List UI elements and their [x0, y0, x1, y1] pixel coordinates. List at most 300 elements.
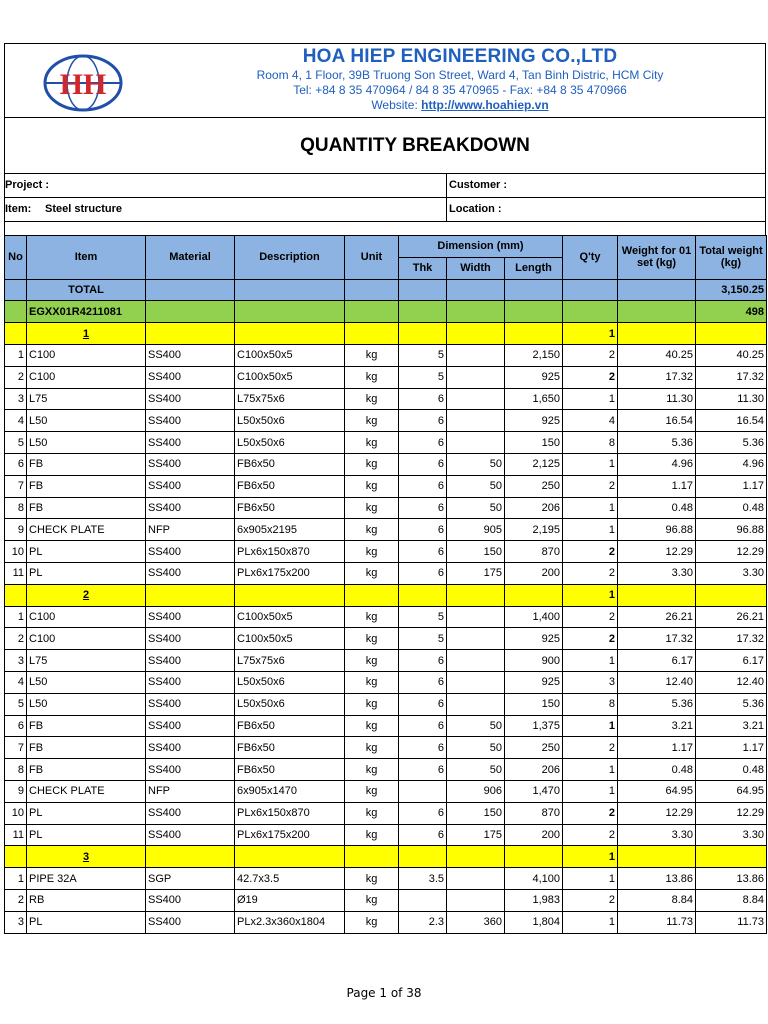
- cell-description: FB6x50: [235, 759, 345, 781]
- group-qty: 1: [563, 846, 618, 868]
- cell-no: 5: [5, 432, 27, 454]
- group-label: 1: [27, 323, 146, 345]
- cell-no: 10: [5, 541, 27, 563]
- cell-material: SS400: [146, 737, 235, 759]
- group-qty: 1: [563, 584, 618, 606]
- cell-item: PIPE 32A: [27, 868, 146, 890]
- website-link[interactable]: http://www.hoahiep.vn: [421, 98, 549, 112]
- cell-item: L50: [27, 693, 146, 715]
- cell-thk: 5: [399, 366, 447, 388]
- cell-total-weight: 3.21: [696, 715, 767, 737]
- cell-thk: 5: [399, 344, 447, 366]
- spacer-row: [4, 221, 766, 235]
- cell-width: 150: [447, 541, 505, 563]
- cell-material: SS400: [146, 606, 235, 628]
- cell-qty: 2: [563, 628, 618, 650]
- table-row: [5, 759, 767, 781]
- cell-weight-set: 6.17: [618, 650, 696, 672]
- cell-no: 3: [5, 388, 27, 410]
- cell-thk: 6: [399, 562, 447, 584]
- cell-material: SS400: [146, 388, 235, 410]
- cell-item: L75: [27, 650, 146, 672]
- header-total-weight: Total weight (kg): [696, 236, 767, 280]
- cell-length: 925: [505, 628, 563, 650]
- header-qty: Q'ty: [563, 236, 618, 280]
- cell-length: 925: [505, 366, 563, 388]
- cell-unit: kg: [345, 889, 399, 911]
- cell-description: C100x50x5: [235, 344, 345, 366]
- cell-thk: 6: [399, 824, 447, 846]
- cell-unit: kg: [345, 671, 399, 693]
- cell-description: C100x50x5: [235, 606, 345, 628]
- cell-no: 11: [5, 562, 27, 584]
- cell-material: NFP: [146, 780, 235, 802]
- cell-description: FB6x50: [235, 453, 345, 475]
- quantity-table: [4, 235, 767, 934]
- cell-unit: kg: [345, 780, 399, 802]
- cell-unit: kg: [345, 497, 399, 519]
- cell-description: Ø19: [235, 889, 345, 911]
- cell-unit: kg: [345, 628, 399, 650]
- cell-width: [447, 693, 505, 715]
- table-row: [5, 889, 767, 911]
- cell-qty: 1: [563, 497, 618, 519]
- cell-material: SS400: [146, 693, 235, 715]
- cell-unit: kg: [345, 737, 399, 759]
- cell-qty: 2: [563, 802, 618, 824]
- cell-description: 42.7x3.5: [235, 868, 345, 890]
- cell-weight-set: 40.25: [618, 344, 696, 366]
- cell-total-weight: 1.17: [696, 737, 767, 759]
- cell-weight-set: 26.21: [618, 606, 696, 628]
- company-name: HOA HIEP ENGINEERING CO.,LTD: [302, 46, 618, 67]
- total-value: 3,150.25: [696, 279, 767, 301]
- cell-length: 1,650: [505, 388, 563, 410]
- cell-item: L50: [27, 671, 146, 693]
- code-row: [5, 301, 767, 323]
- cell-qty: 1: [563, 650, 618, 672]
- cell-width: 175: [447, 824, 505, 846]
- cell-description: C100x50x5: [235, 366, 345, 388]
- cell-material: SS400: [146, 715, 235, 737]
- cell-length: 150: [505, 693, 563, 715]
- cell-thk: 6: [399, 802, 447, 824]
- cell-no: 3: [5, 650, 27, 672]
- page-footer: Page 1 of 38: [346, 986, 422, 1000]
- company-phone-fax: Tel: +84 8 35 470964 / 84 8 35 470965 - Fax: +84 8 35 470966: [293, 83, 627, 97]
- cell-qty: 2: [563, 562, 618, 584]
- table-row: [5, 541, 767, 563]
- cell-qty: 2: [563, 541, 618, 563]
- cell-material: SS400: [146, 671, 235, 693]
- code-value: 498: [696, 301, 767, 323]
- cell-length: 250: [505, 737, 563, 759]
- cell-qty: 2: [563, 344, 618, 366]
- cell-total-weight: 1.17: [696, 475, 767, 497]
- group-label: 2: [27, 584, 146, 606]
- cell-total-weight: 3.30: [696, 824, 767, 846]
- cell-length: 1,804: [505, 911, 563, 933]
- cell-no: 3: [5, 911, 27, 933]
- cell-qty: 1: [563, 911, 618, 933]
- cell-qty: 2: [563, 889, 618, 911]
- cell-description: PLx6x175x200: [235, 562, 345, 584]
- table-row: [5, 824, 767, 846]
- cell-weight-set: 3.21: [618, 715, 696, 737]
- cell-no: 10: [5, 802, 27, 824]
- cell-width: 50: [447, 737, 505, 759]
- cell-no: 6: [5, 453, 27, 475]
- cell-unit: kg: [345, 432, 399, 454]
- group-row: [5, 323, 767, 345]
- cell-unit: kg: [345, 453, 399, 475]
- cell-no: 1: [5, 868, 27, 890]
- cell-thk: 6: [399, 693, 447, 715]
- total-row: [5, 279, 767, 301]
- cell-no: 2: [5, 366, 27, 388]
- cell-total-weight: 96.88: [696, 519, 767, 541]
- cell-description: PLx2.3x360x1804: [235, 911, 345, 933]
- cell-no: 4: [5, 410, 27, 432]
- cell-total-weight: 3.30: [696, 562, 767, 584]
- cell-unit: kg: [345, 715, 399, 737]
- cell-length: 2,195: [505, 519, 563, 541]
- cell-qty: 2: [563, 824, 618, 846]
- cell-weight-set: 8.84: [618, 889, 696, 911]
- cell-total-weight: 64.95: [696, 780, 767, 802]
- cell-width: [447, 366, 505, 388]
- cell-total-weight: 12.29: [696, 541, 767, 563]
- item-row: [4, 197, 766, 221]
- cell-no: 9: [5, 519, 27, 541]
- table-row: [5, 606, 767, 628]
- cell-weight-set: 64.95: [618, 780, 696, 802]
- cell-thk: 6: [399, 453, 447, 475]
- cell-item: CHECK PLATE: [27, 780, 146, 802]
- cell-length: 250: [505, 475, 563, 497]
- quantity-breakdown-sheet: [4, 43, 766, 934]
- company-info: [155, 44, 765, 113]
- cell-description: PLx6x150x870: [235, 541, 345, 563]
- cell-material: SS400: [146, 650, 235, 672]
- cell-length: 2,125: [505, 453, 563, 475]
- cell-width: [447, 388, 505, 410]
- cell-no: 5: [5, 693, 27, 715]
- table-body: [5, 279, 767, 933]
- table-row: [5, 388, 767, 410]
- cell-weight-set: 12.29: [618, 541, 696, 563]
- header-width: Width: [447, 257, 505, 279]
- cell-length: 150: [505, 432, 563, 454]
- cell-unit: kg: [345, 824, 399, 846]
- cell-unit: kg: [345, 606, 399, 628]
- cell-no: 2: [5, 628, 27, 650]
- cell-weight-set: 5.36: [618, 432, 696, 454]
- group-row: [5, 584, 767, 606]
- header-dimension: Dimension (mm): [399, 236, 563, 258]
- cell-total-weight: 13.86: [696, 868, 767, 890]
- cell-width: [447, 432, 505, 454]
- cell-total-weight: 5.36: [696, 432, 767, 454]
- project-label: Project :: [5, 179, 50, 191]
- item-label: Item:: [5, 203, 32, 215]
- cell-weight-set: 5.36: [618, 693, 696, 715]
- customer-label: Customer :: [449, 179, 508, 191]
- cell-thk: 6: [399, 541, 447, 563]
- cell-item: PL: [27, 824, 146, 846]
- table-row: [5, 780, 767, 802]
- cell-width: [447, 868, 505, 890]
- company-address: Room 4, 1 Floor, 39B Truong Son Street, Ward 4, Tan Binh Distric, HCM City: [256, 68, 664, 82]
- cell-qty: 4: [563, 410, 618, 432]
- cell-material: NFP: [146, 519, 235, 541]
- table-row: [5, 562, 767, 584]
- cell-weight-set: 17.32: [618, 628, 696, 650]
- cell-width: 50: [447, 759, 505, 781]
- cell-material: SS400: [146, 410, 235, 432]
- cell-qty: 2: [563, 737, 618, 759]
- logo-letters: HH: [59, 68, 107, 101]
- title-bar: [4, 117, 766, 173]
- cell-description: L50x50x6: [235, 693, 345, 715]
- cell-total-weight: 0.48: [696, 497, 767, 519]
- cell-item: FB: [27, 475, 146, 497]
- cell-thk: [399, 780, 447, 802]
- table-row: [5, 650, 767, 672]
- cell-unit: kg: [345, 541, 399, 563]
- cell-item: C100: [27, 344, 146, 366]
- cell-item: C100: [27, 366, 146, 388]
- cell-weight-set: 96.88: [618, 519, 696, 541]
- cell-unit: kg: [345, 802, 399, 824]
- cell-thk: 6: [399, 737, 447, 759]
- cell-width: 50: [447, 715, 505, 737]
- table-row: [5, 715, 767, 737]
- cell-no: 1: [5, 606, 27, 628]
- cell-description: FB6x50: [235, 737, 345, 759]
- cell-description: C100x50x5: [235, 628, 345, 650]
- cell-material: SS400: [146, 453, 235, 475]
- cell-unit: kg: [345, 475, 399, 497]
- cell-weight-set: 3.30: [618, 824, 696, 846]
- cell-description: PLx6x175x200: [235, 824, 345, 846]
- cell-unit: kg: [345, 388, 399, 410]
- cell-unit: kg: [345, 650, 399, 672]
- cell-qty: 8: [563, 432, 618, 454]
- project-row: [4, 173, 766, 197]
- table-row: [5, 519, 767, 541]
- code-label: EGXX01R4211081: [27, 301, 146, 323]
- cell-no: 6: [5, 715, 27, 737]
- cell-weight-set: 11.30: [618, 388, 696, 410]
- cell-length: 2,150: [505, 344, 563, 366]
- cell-total-weight: 11.30: [696, 388, 767, 410]
- cell-qty: 1: [563, 780, 618, 802]
- cell-item: PL: [27, 802, 146, 824]
- cell-no: 11: [5, 824, 27, 846]
- company-header: [4, 43, 766, 117]
- table-row: [5, 628, 767, 650]
- cell-width: [447, 628, 505, 650]
- header-description: Description: [235, 236, 345, 280]
- cell-thk: 5: [399, 628, 447, 650]
- cell-thk: 6: [399, 759, 447, 781]
- cell-item: FB: [27, 715, 146, 737]
- cell-total-weight: 17.32: [696, 628, 767, 650]
- page-title: QUANTITY BREAKDOWN: [300, 134, 530, 156]
- header-no: No: [5, 236, 27, 280]
- cell-qty: 1: [563, 868, 618, 890]
- cell-material: SS400: [146, 344, 235, 366]
- cell-material: SS400: [146, 911, 235, 933]
- cell-length: 1,470: [505, 780, 563, 802]
- cell-item: PL: [27, 562, 146, 584]
- table-row: [5, 671, 767, 693]
- cell-width: [447, 410, 505, 432]
- cell-total-weight: 6.17: [696, 650, 767, 672]
- cell-no: 7: [5, 737, 27, 759]
- cell-total-weight: 8.84: [696, 889, 767, 911]
- cell-description: 6x905x2195: [235, 519, 345, 541]
- cell-item: L50: [27, 410, 146, 432]
- cell-weight-set: 1.17: [618, 737, 696, 759]
- cell-width: 175: [447, 562, 505, 584]
- cell-qty: 1: [563, 453, 618, 475]
- cell-no: 1: [5, 344, 27, 366]
- cell-thk: 6: [399, 497, 447, 519]
- cell-weight-set: 12.29: [618, 802, 696, 824]
- cell-weight-set: 13.86: [618, 868, 696, 890]
- cell-qty: 3: [563, 671, 618, 693]
- cell-item: FB: [27, 759, 146, 781]
- cell-item: FB: [27, 737, 146, 759]
- cell-weight-set: 0.48: [618, 759, 696, 781]
- cell-thk: 2.3: [399, 911, 447, 933]
- cell-length: 200: [505, 562, 563, 584]
- cell-qty: 1: [563, 388, 618, 410]
- cell-qty: 1: [563, 759, 618, 781]
- cell-unit: kg: [345, 562, 399, 584]
- cell-thk: 5: [399, 606, 447, 628]
- header-length: Length: [505, 257, 563, 279]
- cell-material: SGP: [146, 868, 235, 890]
- cell-length: 200: [505, 824, 563, 846]
- table-row: [5, 432, 767, 454]
- cell-length: 206: [505, 497, 563, 519]
- cell-unit: kg: [345, 868, 399, 890]
- cell-width: 50: [447, 475, 505, 497]
- cell-no: 8: [5, 497, 27, 519]
- cell-total-weight: 12.29: [696, 802, 767, 824]
- cell-material: SS400: [146, 628, 235, 650]
- table-row: [5, 453, 767, 475]
- total-label: TOTAL: [27, 279, 146, 301]
- header-unit: Unit: [345, 236, 399, 280]
- cell-material: SS400: [146, 541, 235, 563]
- cell-qty: 2: [563, 366, 618, 388]
- cell-thk: 6: [399, 432, 447, 454]
- cell-thk: 6: [399, 475, 447, 497]
- cell-total-weight: 26.21: [696, 606, 767, 628]
- cell-item: L75: [27, 388, 146, 410]
- group-row: [5, 846, 767, 868]
- cell-description: L75x75x6: [235, 650, 345, 672]
- cell-length: 1,375: [505, 715, 563, 737]
- cell-description: L75x75x6: [235, 388, 345, 410]
- cell-thk: 6: [399, 650, 447, 672]
- cell-material: SS400: [146, 366, 235, 388]
- cell-length: 900: [505, 650, 563, 672]
- cell-length: 925: [505, 410, 563, 432]
- cell-total-weight: 4.96: [696, 453, 767, 475]
- cell-width: [447, 650, 505, 672]
- cell-material: SS400: [146, 497, 235, 519]
- cell-description: 6x905x1470: [235, 780, 345, 802]
- cell-item: PL: [27, 541, 146, 563]
- cell-description: L50x50x6: [235, 410, 345, 432]
- cell-no: 2: [5, 889, 27, 911]
- table-row: [5, 410, 767, 432]
- cell-weight-set: 17.32: [618, 366, 696, 388]
- cell-total-weight: 12.40: [696, 671, 767, 693]
- header-material: Material: [146, 236, 235, 280]
- cell-weight-set: 11.73: [618, 911, 696, 933]
- cell-description: FB6x50: [235, 475, 345, 497]
- table-row: [5, 344, 767, 366]
- cell-item: C100: [27, 606, 146, 628]
- item-value: Steel structure: [45, 203, 123, 215]
- cell-material: SS400: [146, 889, 235, 911]
- cell-no: 7: [5, 475, 27, 497]
- cell-qty: 1: [563, 715, 618, 737]
- group-label: 3: [27, 846, 146, 868]
- cell-thk: 6: [399, 715, 447, 737]
- cell-width: [447, 889, 505, 911]
- cell-material: SS400: [146, 562, 235, 584]
- cell-length: 925: [505, 671, 563, 693]
- table-row: [5, 475, 767, 497]
- cell-item: L50: [27, 432, 146, 454]
- cell-qty: 2: [563, 475, 618, 497]
- cell-weight-set: 3.30: [618, 562, 696, 584]
- cell-weight-set: 0.48: [618, 497, 696, 519]
- company-logo: [41, 53, 125, 113]
- cell-no: 4: [5, 671, 27, 693]
- cell-thk: 6: [399, 519, 447, 541]
- cell-qty: 2: [563, 606, 618, 628]
- cell-thk: 6: [399, 410, 447, 432]
- cell-description: PLx6x150x870: [235, 802, 345, 824]
- cell-length: 870: [505, 541, 563, 563]
- cell-item: CHECK PLATE: [27, 519, 146, 541]
- cell-material: SS400: [146, 475, 235, 497]
- cell-unit: kg: [345, 366, 399, 388]
- cell-total-weight: 17.32: [696, 366, 767, 388]
- cell-item: PL: [27, 911, 146, 933]
- cell-width: 50: [447, 453, 505, 475]
- cell-qty: 8: [563, 693, 618, 715]
- cell-length: 4,100: [505, 868, 563, 890]
- table-row: [5, 911, 767, 933]
- cell-length: 870: [505, 802, 563, 824]
- cell-total-weight: 16.54: [696, 410, 767, 432]
- cell-item: C100: [27, 628, 146, 650]
- cell-unit: kg: [345, 759, 399, 781]
- cell-weight-set: 16.54: [618, 410, 696, 432]
- cell-item: FB: [27, 497, 146, 519]
- table-row: [5, 497, 767, 519]
- website-label: Website:: [371, 98, 422, 112]
